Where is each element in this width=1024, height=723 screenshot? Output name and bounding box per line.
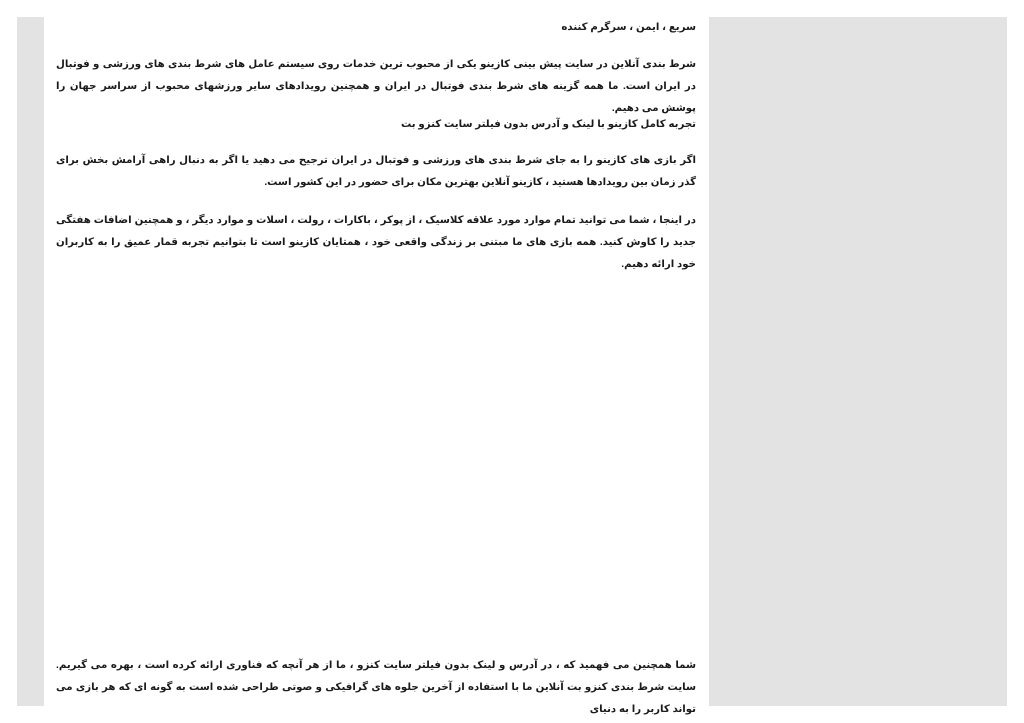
paragraph-classic-favorites: در اینجا ، شما می توانید تمام موارد مورد علاقه کلاسیک ، از پوکر ، باکارات ، رولت ، اسلات و موارد دیگر ، و همچنین اضافات هفتگی جدید را کاوش کنید. همه بازی های ما مبتنی بر زندگی واقعی خود ، همتایان کازینو است تا بتوانیم تجربه قمار عمیق را به کاربران خود ارائه دهیم. [56,215,696,270]
document-page [44,17,709,715]
paragraph-casino-games: اگر بازی های کازینو را به جای شرط بندی های ورزشی و فوتبال در ایران ترجیح می دهید یا اگر به دنبال راهی آرامش بخش برای گذر زمان بین رویدادها هستید ، کازینو آنلاین بهترین مکان برای حضور در این کشور است. [56,155,696,188]
viewer-background-right [709,17,1007,706]
viewer-background-left [17,17,44,706]
paragraph-technology: شما همچنین می فهمید که ، در آدرس و لینک بدون فیلتر سایت کنزو ، ما از هر آنچه که فناوری ارائه کرده است ، بهره می گیریم. سایت شرط بندی کنزو بت آنلاین ما با استفاده از آخرین جلوه های گرافیکی و صوتی طراحی شده است به گونه ای که هر بازی می تواند کاربر را به دنیای [56,660,696,715]
paragraph-online-betting: شرط بندی آنلاین در سایت پیش بینی کازینو یکی از محبوب ترین خدمات روی سیستم عامل های شرط بندی های ورزشی و فوتبال در ایران است. ما همه گزینه های شرط بندی فوتبال در ایران و همچنین رویدادهای سایر ورزشهای محبوب از سراسر جهان را پوشش می دهیم. [56,59,696,114]
heading-fast-safe-fun: سریع ، ایمن ، سرگرم کننده [561,22,696,33]
heading-full-casino-experience: تجربه کامل کازینو با لینک و آدرس بدون فیلتر سایت کنزو بت [400,119,696,130]
